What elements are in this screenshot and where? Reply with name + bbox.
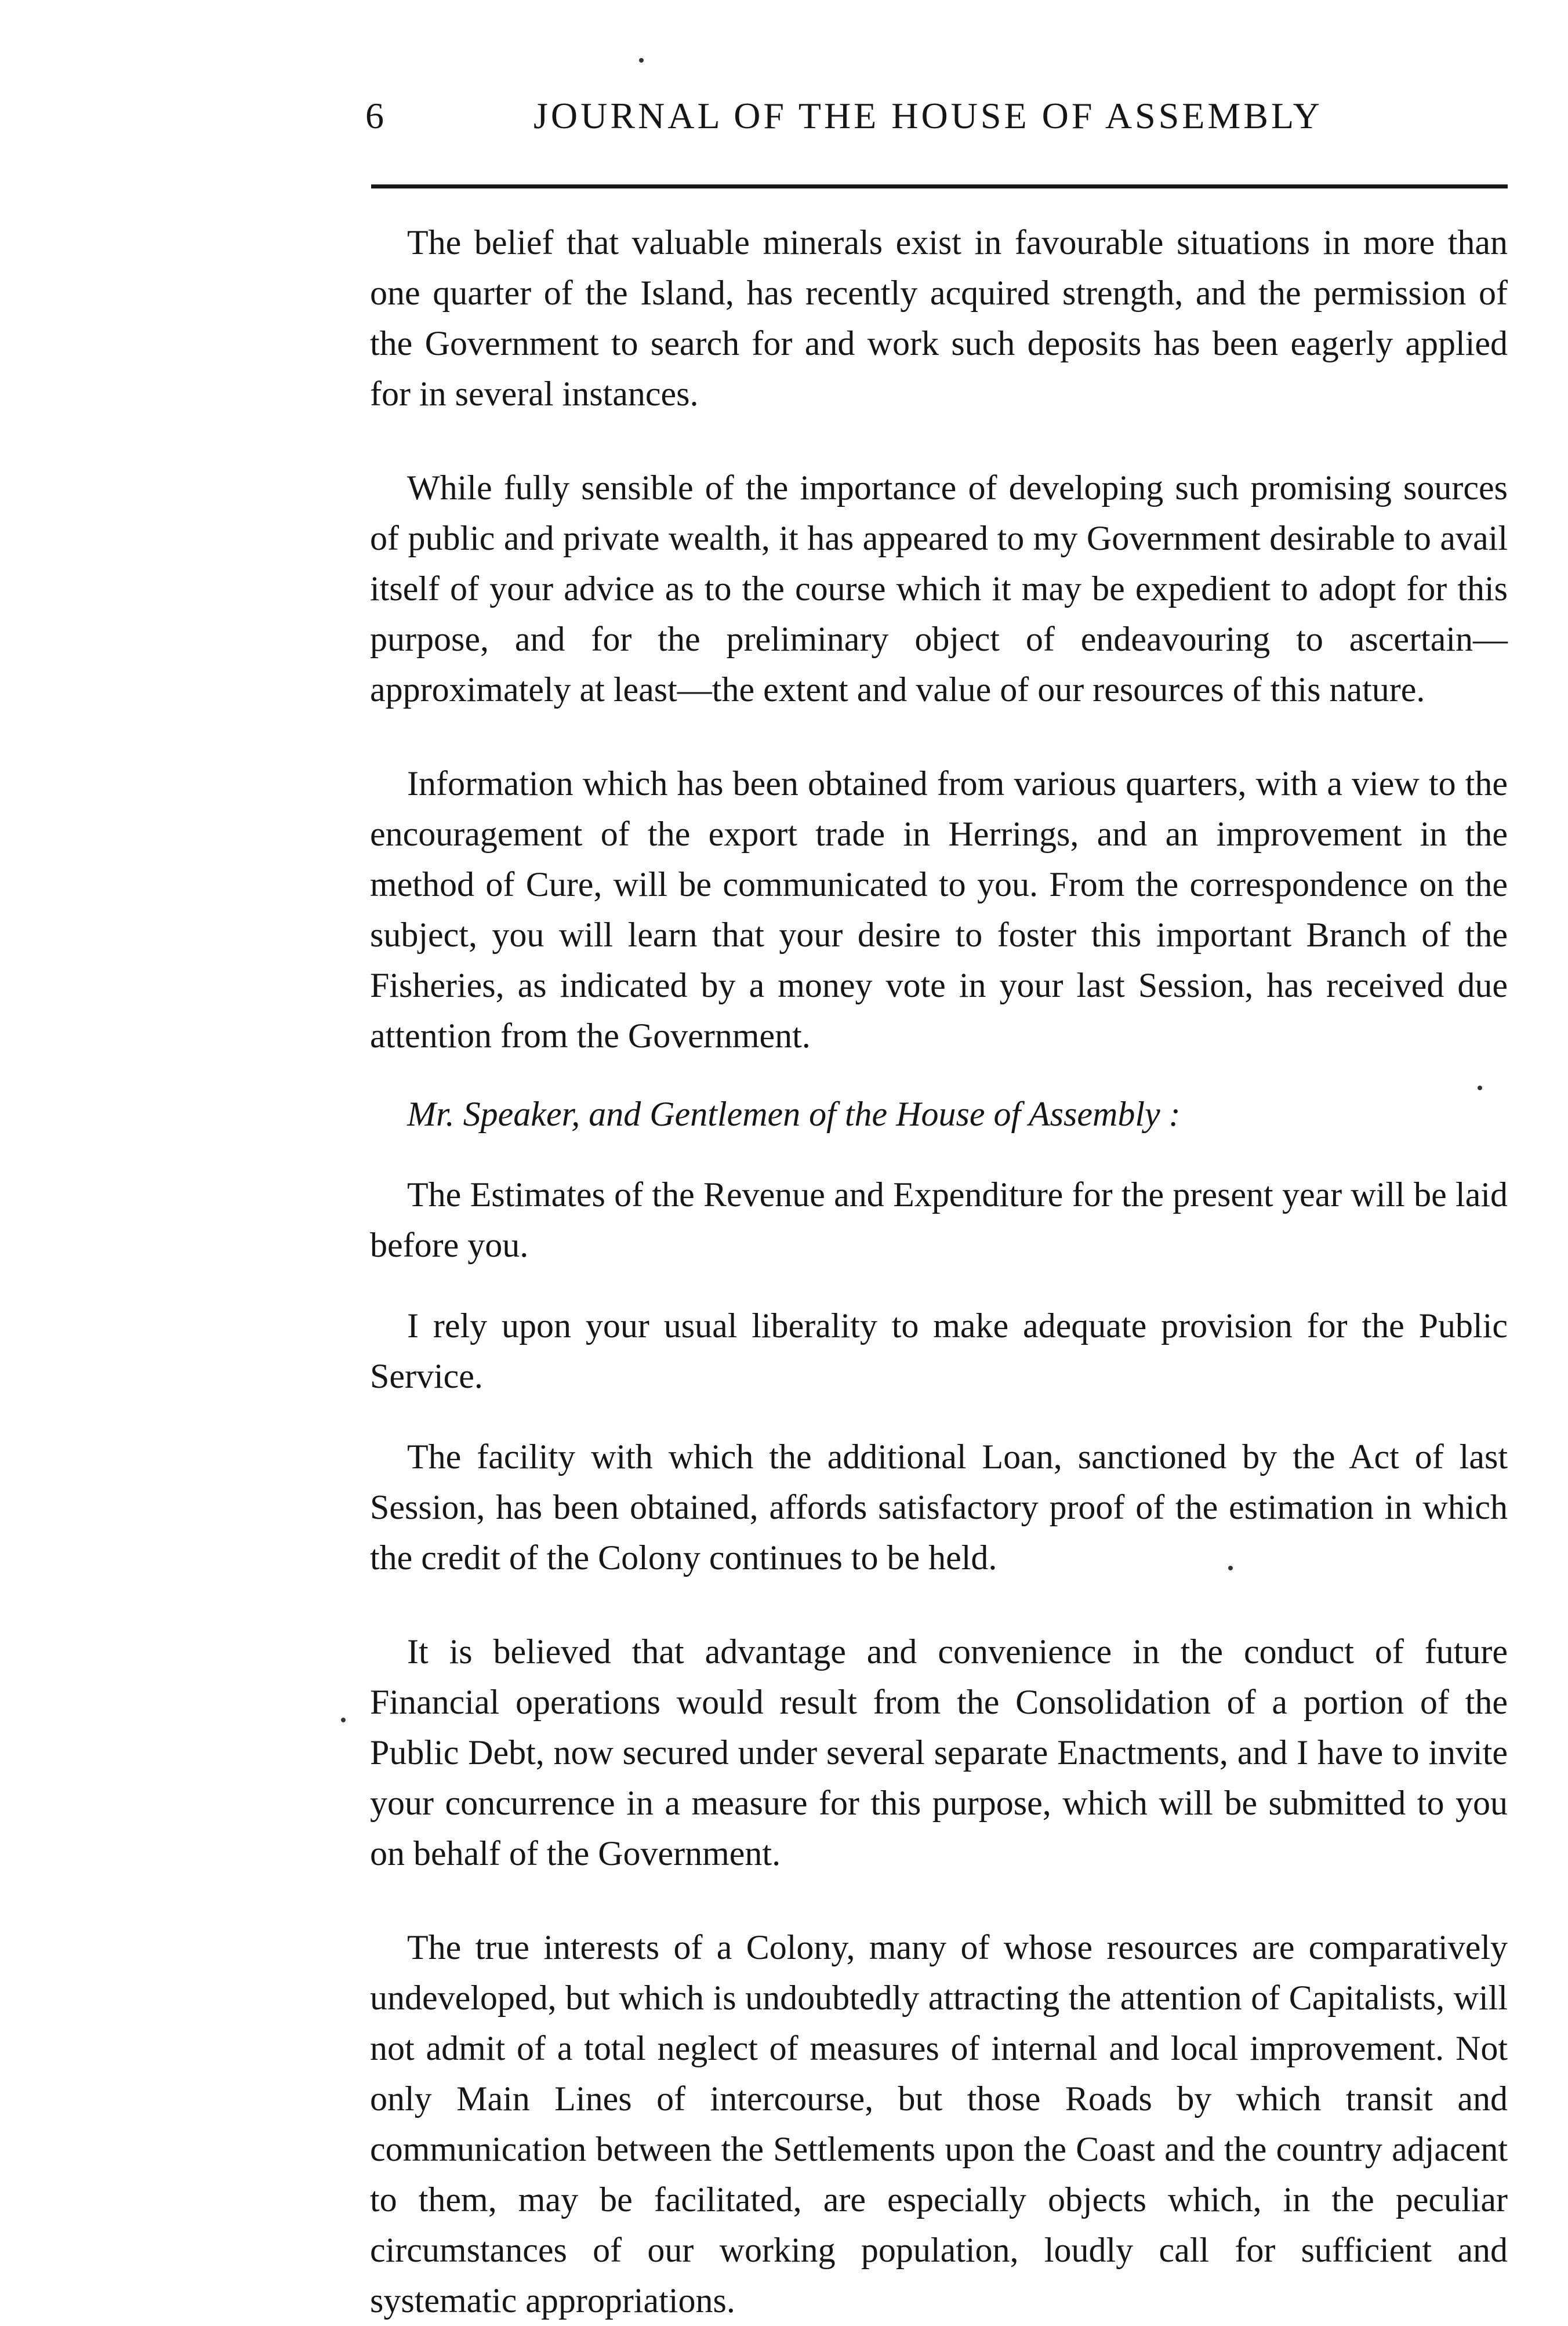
paragraph-minerals: The belief that valuable minerals exist in favourable situations in more than one quarter of the Island, has recently acquired strength, and the permission of the Government to search for and work such deposits has been eagerly applied for in several instances.	[370, 223, 1508, 413]
paragraph-herrings: Information which has been obtained from various quarters, with a view to the encouragement of the export trade in Herrings, and an improvement in the method of Cure, will be communicated to you. From the correspondence on the subject, you will learn that your desire to foster this important Branch of the Fisheries, as indicated by a money vote in your last Session, has received due attention from the Government.	[370, 764, 1508, 1055]
paragraph-public-debt: It is believed that advantage and convenience in the conduct of future Financial operations would result from the Consolidation of a portion of the Public Debt, now secured under several separate Enactments, and I have to invite your concurrence in a measure for this purpose, which will be submitted to you on behalf of the Government.	[370, 1632, 1508, 1873]
page-header	[365, 87, 1525, 151]
print-speck	[341, 1718, 346, 1722]
body-text	[370, 217, 1508, 2326]
print-speck	[1478, 1086, 1482, 1090]
page-number: 6	[365, 95, 384, 136]
address-to-assembly: Mr. Speaker, and Gentlemen of the House of Assembly :	[407, 1095, 1181, 1133]
paragraph-loan: The facility with which the additional Loan, sanctioned by the Act of last Session, has been obtained, affords satisfactory proof of the estimation in which the credit of the Colony continues to be held.	[370, 1438, 1508, 1577]
print-speck	[1228, 1566, 1233, 1570]
paragraph-estimates: The Estimates of the Revenue and Expenditure for the present year will be laid before you.	[370, 1175, 1508, 1264]
print-speck	[639, 58, 644, 63]
paragraph-resources: While fully sensible of the importance of developing such promising sources of public and private wealth, it has appeared to my Government desirable to avail itself of your advice as to the course which it may be expedient to adopt for this purpose, and for the preliminary object of endeavouring to ascertain—approximately at least—the extent and value of our resources of this nature.	[370, 469, 1508, 709]
header-rule	[371, 184, 1508, 188]
paragraph-provision: I rely upon your usual liberality to make adequate provision for the Public Service.	[370, 1307, 1508, 1395]
paragraph-improvement: The true interests of a Colony, many of whose resources are comparatively undeveloped, but which is undoubtedly attracting the attention of Capitalists, will not admit of a total neglect of measures of internal and local improvement. Not only Main Lines of intercourse, but those Roads by which transit and communication between the Settlements upon the Coast and the country adjacent to them, may be facilitated, are especially objects which, in the peculiar circumstances of our working population, loudly call for sufficient and systematic appropriations.	[370, 1928, 1508, 2320]
running-head: JOURNAL OF THE HOUSE OF ASSEMBLY	[533, 95, 1323, 136]
